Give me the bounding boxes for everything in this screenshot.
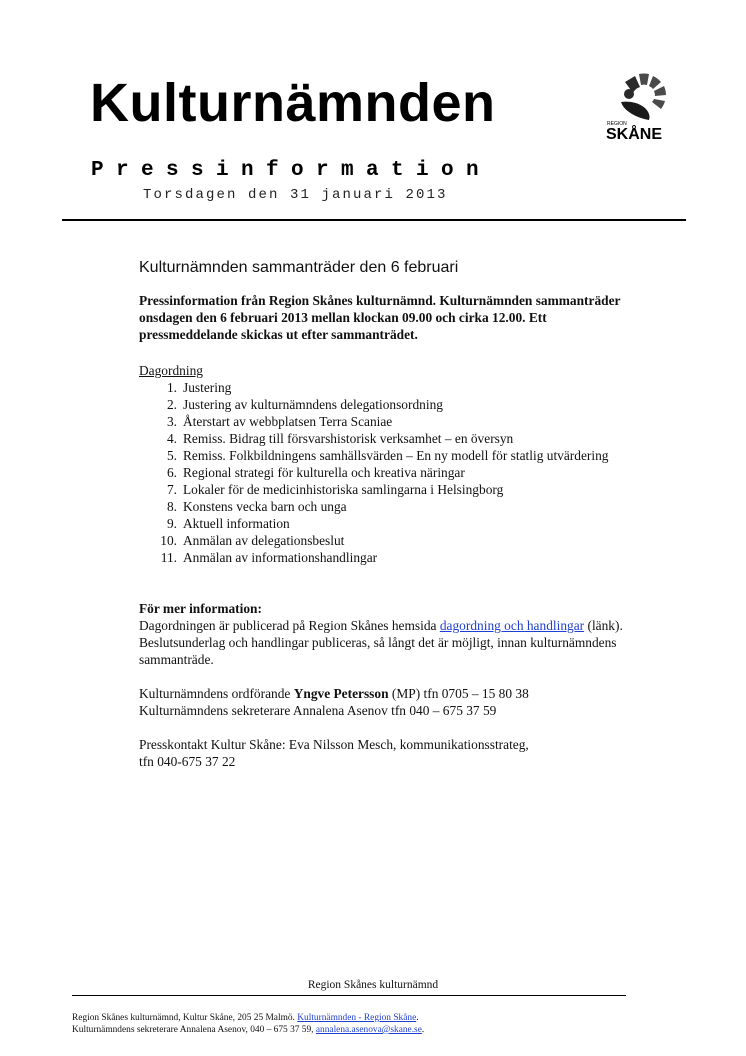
agenda-documents-link[interactable]: dagordning och handlingar (439, 618, 585, 633)
header-divider (62, 219, 686, 221)
agenda-item: 9. Aktuell information (166, 516, 290, 531)
secretary-contact: Kulturnämndens sekreterare Annalena Asenov tfn 040 – 675 37 59 (139, 703, 497, 718)
logo-text-skane: SKÅNE (606, 126, 663, 140)
main-content (139, 258, 639, 770)
region-skane-logo (603, 70, 681, 140)
agenda-item: 1. Justering (166, 380, 232, 395)
agenda-item: 3. Återstart av webbplatsen Terra Scaniae (166, 414, 393, 429)
skane-logo-icon (603, 70, 681, 140)
logo-text-region: REGION (607, 121, 627, 127)
more-info-heading: För mer information: (139, 601, 262, 616)
date-line: Torsdagen den 31 januari 2013 (143, 187, 448, 203)
page-title: Kulturnämnden (90, 73, 496, 133)
agenda-item: 5. Remiss. Folkbildningens samhällsvärden – En ny modell för statlig utvärdering (166, 448, 609, 463)
footer-line-1: Region Skånes kulturnämnd, Kultur Skåne, 205 25 Malmö. Kulturnämnden - Region Skåne. (72, 1013, 419, 1023)
intro-paragraph: Pressinformation från Region Skånes kulturnämnd. Kulturnämnden sammanträder onsdagen den 6 februari 2013 mellan klockan 09.00 och cirka 12.00. Ett pressmeddelande skickas ut efter sammanträdet. (139, 293, 621, 342)
chair-name: Yngve Petersson (293, 686, 389, 701)
agenda-item: 11. Anmälan av informationshandlingar (160, 550, 378, 565)
agenda-item: 10. Anmälan av delegationsbeslut (160, 533, 345, 548)
press-contact-line2: tfn 040-675 37 22 (139, 754, 236, 769)
agenda-item: 2. Justering av kulturnämndens delegationsordning (166, 397, 443, 412)
kulturnamnden-link[interactable]: Kulturnämnden - Region Skåne (297, 1013, 417, 1023)
more-info-paragraph: Dagordningen är publicerad på Region Skånes hemsida dagordning och handlingar (länk). Beslutsunderlag och handlingar publiceras, så långt det är möjligt, innan kulturnämndens sammanträde. (139, 618, 623, 667)
agenda-heading: Dagordning (139, 363, 203, 378)
footer (72, 1012, 424, 1036)
agenda-item: 7. Lokaler för de medicinhistoriska samlingarna i Helsingborg (166, 482, 504, 497)
footer-divider (72, 995, 626, 996)
agenda-item: 4. Remiss. Bidrag till försvarshistorisk verksamhet – en översyn (166, 431, 514, 446)
email-link[interactable]: annalena.asenova@skane.se (315, 1025, 422, 1035)
footer-line-2: Kulturnämndens sekreterare Annalena Asenov, 040 – 675 37 59, annalena.asenova@skane.se. (72, 1025, 425, 1035)
footer-title: Region Skånes kulturnämnd (307, 979, 439, 991)
agenda-list (139, 379, 639, 566)
agenda-item: 6. Regional strategi för kulturella och kreativa näringar (166, 465, 465, 480)
press-contact-line1: Presskontakt Kultur Skåne: Eva Nilsson Mesch, kommunikationsstrateg, (139, 737, 529, 752)
agenda-item: 8. Konstens vecka barn och unga (166, 499, 347, 514)
article-headline: Kulturnämnden sammanträder den 6 februari (139, 259, 459, 276)
chair-contact: Kulturnämndens ordförande Yngve Petersson (MP) tfn 0705 – 15 80 38 (139, 686, 529, 701)
press-heading: Pressinformation (91, 159, 492, 182)
